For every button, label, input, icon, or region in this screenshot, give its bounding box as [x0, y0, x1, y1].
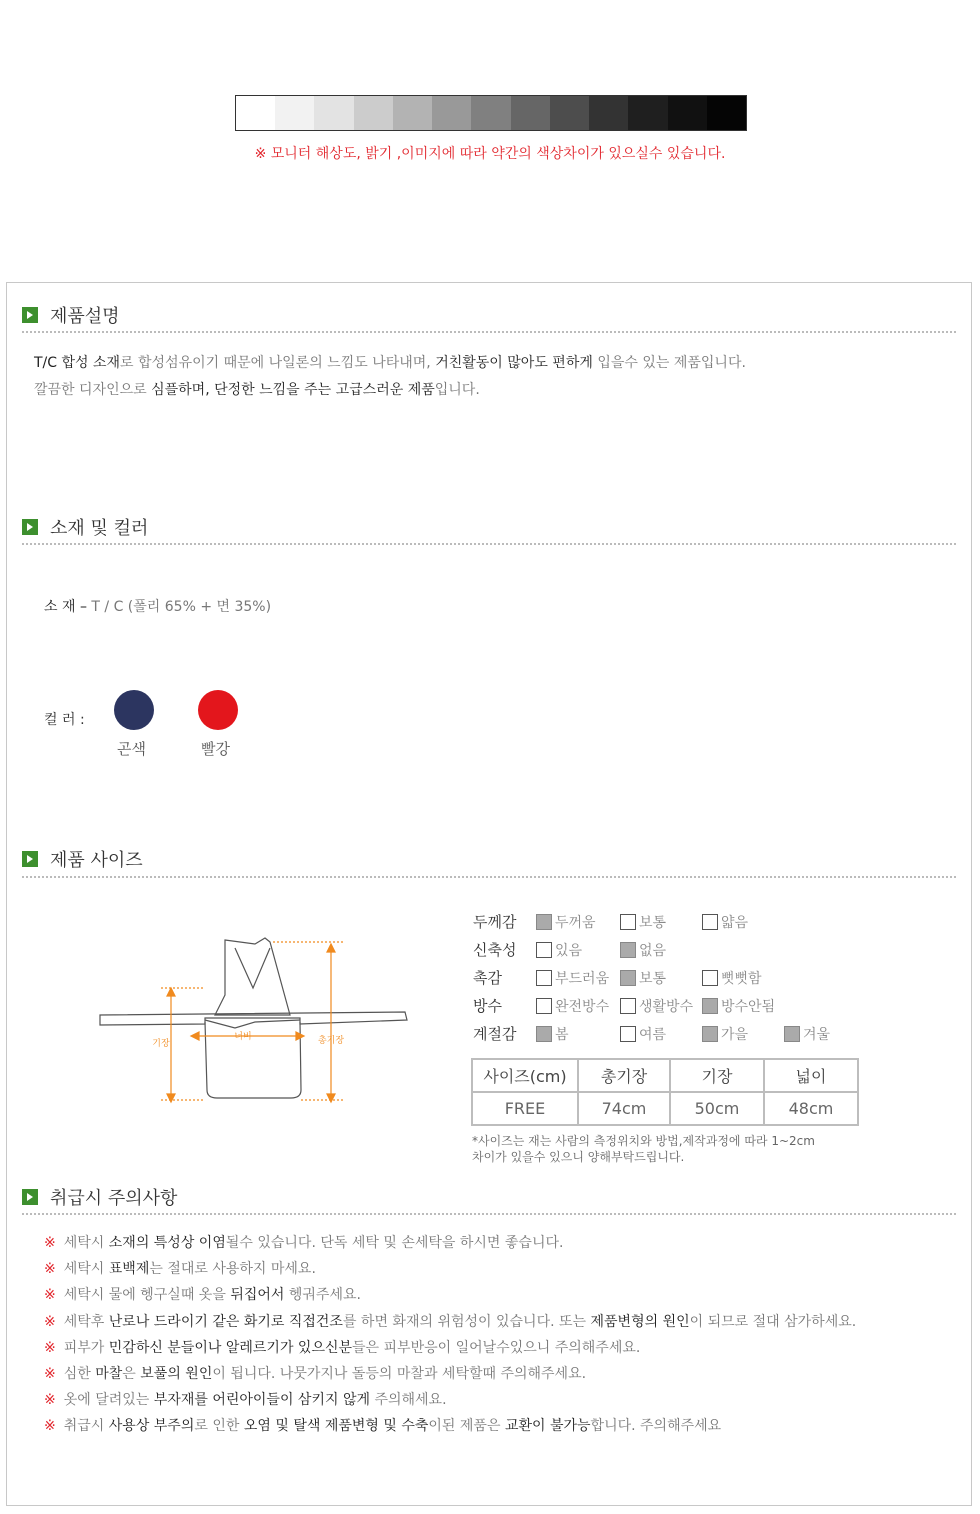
- emphasis-text: 오염 및 탈색 제품변형 및 수축: [243, 1418, 429, 1435]
- spec-option: [536, 996, 609, 1016]
- spec-option: [702, 1024, 748, 1044]
- text: 들은 피부반응이 일어날수있으니 주의해주세요.: [352, 1339, 641, 1356]
- checkbox-icon: [702, 1026, 718, 1042]
- emphasis-text: 심플하며, 단정한 느낌을 주는 고급스러운 제품: [151, 382, 435, 398]
- size-note: [472, 1133, 815, 1165]
- arrow-icon: [22, 519, 38, 535]
- spec-label: 두께감: [473, 912, 517, 931]
- arrow-icon: [22, 851, 38, 867]
- care-item: [44, 1363, 586, 1383]
- spec-option-label: 생활방수: [639, 999, 694, 1015]
- size-table-header: 넓이: [764, 1059, 858, 1092]
- checkbox-icon: [620, 970, 636, 986]
- text: 는 절대로 사용하지 마세요.: [149, 1261, 316, 1278]
- text: 세탁시: [63, 1261, 109, 1278]
- spec-row: [473, 938, 537, 960]
- gray-swatch: [314, 96, 353, 130]
- material-value: T / C (폴리 65% + 면 35%): [91, 599, 272, 615]
- gray-swatch: [550, 96, 589, 130]
- text: 피부가: [63, 1339, 109, 1356]
- section-title-material: [22, 515, 148, 539]
- color-swatch-label: 빨강: [201, 740, 230, 758]
- emphasis-text: 사용상 부주의: [108, 1418, 195, 1435]
- care-item: [44, 1232, 563, 1252]
- text: 주의해세요.: [370, 1392, 447, 1409]
- section-title-text: 제품설명: [50, 306, 120, 327]
- spec-option-label: 보통: [639, 971, 667, 987]
- arrow-icon: [22, 307, 38, 323]
- material-row: [44, 596, 271, 616]
- checkbox-icon: [702, 970, 718, 986]
- size-table-cell: 48cm: [764, 1092, 858, 1125]
- text: 은: [122, 1366, 141, 1382]
- spec-option-label: 얇음: [721, 915, 749, 931]
- reference-mark-icon: ※: [44, 1313, 56, 1330]
- emphasis-text: 부자재를 어린아이들이 삼키지 않게: [153, 1392, 370, 1409]
- size-note-line: *사이즈는 재는 사람의 측정위치와 방법,제작과정에 따라 1~2cm: [472, 1134, 815, 1148]
- reference-mark-icon: ※: [44, 1261, 56, 1278]
- gray-swatch: [236, 96, 275, 130]
- divider: [22, 331, 956, 333]
- section-title-text: 취급시 주의사항: [50, 1188, 178, 1209]
- color-label: 컬 러 :: [44, 712, 85, 728]
- total-length-label: 총기장: [317, 1036, 345, 1046]
- checkbox-icon: [702, 914, 718, 930]
- spec-option-label: 완전방수: [555, 999, 610, 1015]
- gray-swatch: [354, 96, 393, 130]
- gray-swatch: [668, 96, 707, 130]
- text: 입니다.: [434, 382, 480, 398]
- material-label: 소 재 –: [44, 599, 87, 615]
- text: 심한: [63, 1366, 96, 1382]
- spec-option: [536, 1024, 569, 1044]
- text: 이 됩니다. 나뭇가지나 돌등의 마찰과 세탁할때 주의해주세요.: [212, 1366, 587, 1382]
- reference-mark-icon: ※: [44, 1366, 56, 1382]
- spec-option-label: 여름: [639, 1027, 667, 1043]
- grayscale-strip: [235, 95, 747, 131]
- spec-option: [620, 996, 693, 1016]
- spec-option-label: 방수안됨: [721, 999, 776, 1015]
- text: 로 인한: [194, 1418, 244, 1435]
- spec-option: [536, 912, 596, 932]
- section-title-description: [22, 303, 120, 327]
- text: 취급시: [63, 1418, 109, 1435]
- emphasis-text: 민감하신 분들이나 알레르기가 있으신분: [108, 1339, 353, 1356]
- gray-swatch: [589, 96, 628, 130]
- spec-option: [536, 968, 609, 988]
- spec-label: 계절감: [473, 1024, 517, 1043]
- spec-option: [702, 912, 748, 932]
- care-item: [44, 1284, 361, 1304]
- checkbox-icon: [536, 998, 552, 1014]
- care-item: [44, 1258, 316, 1278]
- checkbox-icon: [620, 914, 636, 930]
- reference-mark-icon: ※: [44, 1235, 56, 1251]
- emphasis-text: 거친활동이 많아도 편하게: [435, 355, 593, 371]
- checkbox-icon: [536, 942, 552, 958]
- width-label: 너비: [234, 1032, 252, 1042]
- spec-label: 방수: [473, 996, 502, 1015]
- text: 세탁후: [63, 1313, 109, 1330]
- reference-mark-icon: ※: [44, 1418, 56, 1435]
- size-table-header: 기장: [670, 1059, 764, 1092]
- spec-row: [473, 910, 537, 932]
- section-title-care: [22, 1185, 177, 1209]
- section-title-text: 제품 사이즈: [50, 850, 143, 871]
- section-title-text: 소재 및 컬러: [50, 518, 149, 539]
- checkbox-icon: [536, 914, 552, 930]
- spec-option-label: 없음: [639, 943, 667, 959]
- spec-label: 신축성: [473, 940, 517, 959]
- text: 헹궈주세요.: [284, 1287, 361, 1304]
- emphasis-text: 표백제: [108, 1261, 150, 1278]
- spec-row: [473, 994, 537, 1016]
- care-item: [44, 1389, 447, 1409]
- size-table: [471, 1058, 859, 1126]
- arrow-icon: [22, 1189, 38, 1205]
- divider: [22, 876, 956, 878]
- spec-option-label: 봄: [555, 1027, 569, 1043]
- text: 이된 제품은: [428, 1418, 505, 1435]
- emphasis-text: 마찰: [95, 1366, 123, 1382]
- gray-swatch: [471, 96, 510, 130]
- size-table-cell: FREE: [472, 1092, 578, 1125]
- emphasis-text: 교환이 불가능: [504, 1418, 591, 1435]
- spec-option: [620, 968, 666, 988]
- emphasis-text: 난로나 드라이기 같은 화기로 직접건조: [108, 1313, 343, 1330]
- size-table-header: 사이즈(cm): [472, 1059, 578, 1092]
- text: 될수 있습니다. 단독 세탁 및 손세탁을 하시면 좋습니다.: [225, 1235, 564, 1251]
- spec-option: [702, 968, 762, 988]
- section-title-size: [22, 847, 143, 871]
- text: 세탁시: [63, 1235, 109, 1251]
- divider: [22, 543, 956, 545]
- spec-row: [473, 966, 537, 988]
- emphasis-text: 제품변형의 원인: [590, 1313, 690, 1330]
- reference-mark-icon: ※: [44, 1287, 56, 1304]
- spec-option-label: 뻣뻣함: [721, 971, 762, 987]
- care-item: [44, 1415, 721, 1435]
- spec-option-label: 부드러움: [555, 971, 610, 987]
- checkbox-icon: [536, 1026, 552, 1042]
- size-note-line: 차이가 있을수 있으니 양해부탁드립니다.: [472, 1150, 685, 1164]
- spec-option-label: 겨울: [803, 1027, 831, 1043]
- checkbox-icon: [620, 1026, 636, 1042]
- reference-mark-icon: ※: [44, 1339, 56, 1356]
- spec-option: [536, 940, 582, 960]
- text: 세탁시 물에 헹구실때 옷을: [63, 1287, 231, 1304]
- length-label: 기장: [152, 1039, 170, 1049]
- checkbox-icon: [620, 998, 636, 1014]
- text: 깔끔한 디자인으로: [34, 382, 152, 398]
- apron-size-diagram: [95, 930, 415, 1105]
- spec-option-label: 있음: [555, 943, 583, 959]
- spec-option-label: 가을: [721, 1027, 749, 1043]
- spec-option: [620, 1024, 666, 1044]
- size-table-header: 총기장: [578, 1059, 670, 1092]
- spec-option: [620, 912, 666, 932]
- color-swatch: [114, 690, 154, 730]
- spec-option-label: 보통: [639, 915, 667, 931]
- gray-swatch: [707, 96, 746, 130]
- text: 입을수 있는 제품입니다.: [592, 355, 746, 371]
- text: 합니다. 주의해주세요: [590, 1418, 722, 1435]
- description-line-2: [34, 379, 480, 399]
- apron-skirt: [205, 1022, 301, 1098]
- description-line-1: [34, 352, 746, 372]
- spec-row: [473, 1022, 537, 1044]
- gray-swatch: [511, 96, 550, 130]
- spec-option: [620, 940, 666, 960]
- text: 옷에 달려있는: [63, 1392, 154, 1409]
- color-swatch: [198, 690, 238, 730]
- apron-bib-outline: [215, 938, 290, 1015]
- care-item: [44, 1311, 856, 1331]
- checkbox-icon: [702, 998, 718, 1014]
- checkbox-icon: [536, 970, 552, 986]
- gray-swatch: [628, 96, 667, 130]
- gray-swatch: [393, 96, 432, 130]
- text: 이 되므로 절대 삼가하세요.: [689, 1313, 857, 1330]
- monitor-notice: ※ 모니터 해상도, 밝기 ,이미지에 따라 약간의 색상차이가 있으실수 있습니다.: [254, 146, 726, 162]
- gray-swatch: [432, 96, 471, 130]
- divider: [22, 1213, 956, 1215]
- emphasis-text: 소재의 특성상 이염: [108, 1235, 226, 1251]
- emphasis-text: 보풀의 원인: [140, 1366, 213, 1382]
- spec-option-label: 두꺼움: [555, 915, 596, 931]
- text: 로 합성섬유이기 때문에 나일론의 느낌도 나타내며,: [120, 355, 436, 371]
- emphasis-text: 뒤집어서: [230, 1287, 285, 1304]
- checkbox-icon: [620, 942, 636, 958]
- spec-option: [702, 996, 775, 1016]
- reference-mark-icon: ※: [44, 1392, 56, 1409]
- emphasis-text: T/C 합성 소재: [34, 355, 121, 371]
- size-table-cell: 50cm: [670, 1092, 764, 1125]
- color-swatch-label: 곤색: [117, 740, 146, 758]
- checkbox-icon: [784, 1026, 800, 1042]
- spec-label: 촉감: [473, 968, 502, 987]
- care-item: [44, 1337, 640, 1357]
- size-table-cell: 74cm: [578, 1092, 670, 1125]
- text: 를 하면 화재의 위험성이 있습니다. 또는: [342, 1313, 591, 1330]
- gray-swatch: [275, 96, 314, 130]
- spec-option: [784, 1024, 830, 1044]
